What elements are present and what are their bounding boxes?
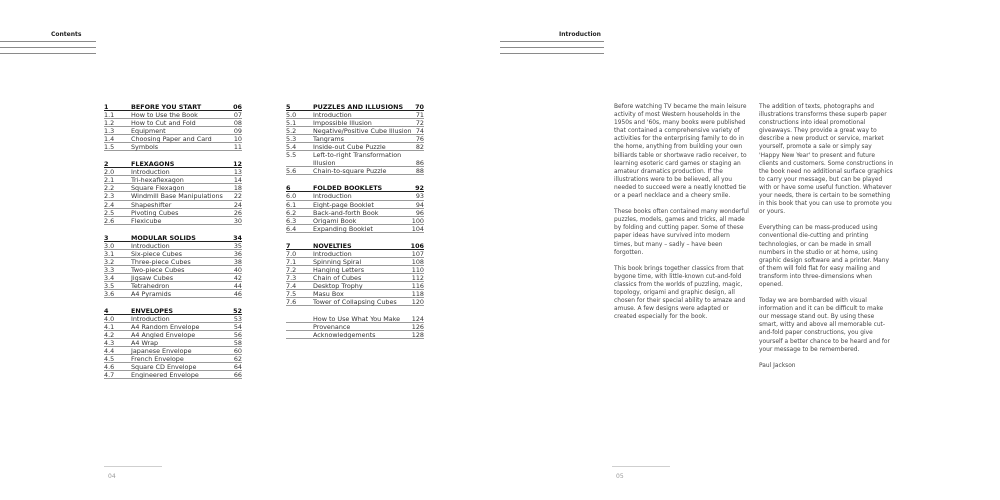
toc-entry[interactable]: [286, 127, 424, 135]
entry-page: 76: [415, 135, 424, 144]
entry-number: 4.3: [104, 339, 115, 348]
entry-number: 2.1: [104, 176, 115, 185]
entry-page: 14: [233, 176, 242, 185]
toc-section-heading[interactable]: [104, 234, 242, 242]
entry-title: Choosing Paper and Card: [131, 135, 212, 144]
entry-title: Tangrams: [313, 135, 344, 144]
section-number: 7: [286, 241, 291, 250]
entry-page: 26: [233, 208, 242, 217]
entry-number: 1.4: [104, 135, 115, 144]
section-page: 52: [233, 307, 242, 316]
entry-title: Jigsaw Cubes: [131, 273, 174, 282]
entry-title: Origami Book: [313, 216, 357, 225]
entry-title: French Envelope: [131, 355, 184, 364]
entry-page: 38: [233, 257, 242, 266]
toc-entry[interactable]: [286, 323, 424, 331]
entry-number: 2.4: [104, 200, 115, 209]
entry-page: 60: [233, 347, 242, 356]
toc-entry[interactable]: [104, 184, 242, 192]
toc-entry[interactable]: [286, 167, 424, 175]
intro-paragraph: Before watching TV became the main leisure activity of most Western households in the 1950s and '60s, many books were published that contained a comprehensive variety of activities for the enterprising family to do in the home, anything from building your own billiards table or shortwave radio receiver, to learning esoteric card games or staging an amateur dramatics production. If the illustrations were to be believed, all you needed to succeed were a neatly knotted tie or a pearl necklace and a cheery smile.: [614, 104, 747, 200]
entry-title: Negative/Positive Cube Illusion: [313, 127, 412, 136]
section-number: 2: [104, 160, 109, 169]
entry-page: 120: [411, 298, 424, 307]
toc-entry[interactable]: [104, 274, 242, 282]
entry-page: 42: [233, 273, 242, 282]
toc-section: [104, 160, 242, 224]
entry-title: Impossible Illusion: [313, 119, 372, 128]
entry-page: 36: [233, 249, 242, 258]
entry-number: 1.5: [104, 143, 115, 152]
entry-page: 30: [233, 216, 242, 225]
entry-page: 74: [415, 127, 424, 136]
section-page: 106: [410, 241, 424, 250]
entry-page: 56: [233, 331, 242, 340]
section-page: 12: [233, 160, 242, 169]
entry-title: How to Use the Book: [131, 111, 198, 120]
page-number: 04: [108, 473, 116, 480]
toc-entry[interactable]: [104, 331, 242, 339]
entry-page: 09: [233, 127, 242, 136]
toc-section-heading[interactable]: [104, 160, 242, 168]
toc-entry[interactable]: [286, 192, 424, 200]
entry-number: 3.0: [104, 241, 115, 250]
entry-number: 3.2: [104, 257, 115, 266]
entry-title: Illusion: [313, 159, 336, 168]
entry-number: 5.1: [286, 119, 297, 128]
toc-section-heading[interactable]: [286, 103, 424, 111]
entry-page: 40: [233, 265, 242, 274]
toc-section-heading[interactable]: [104, 307, 242, 315]
toc-entry[interactable]: [104, 339, 242, 347]
toc-entry[interactable]: [104, 127, 242, 135]
right-page: [500, 0, 1000, 500]
entry-page: 07: [233, 111, 242, 120]
toc-back-matter: [286, 315, 424, 339]
entry-title: Tetrahedron: [131, 281, 170, 290]
toc-entry[interactable]: [104, 192, 242, 200]
entry-number: 5.5: [286, 151, 297, 160]
entry-page: 35: [233, 241, 242, 250]
header-rule: [500, 41, 604, 42]
entry-page: 44: [233, 281, 242, 290]
entry-title: Expanding Booklet: [313, 224, 373, 233]
toc-entry[interactable]: [104, 250, 242, 258]
entry-page: 13: [233, 168, 242, 177]
toc-section: [286, 242, 424, 306]
toc-column-right: [286, 103, 424, 348]
entry-title: Back-and-forth Book: [313, 208, 379, 217]
entry-page: 62: [233, 355, 242, 364]
entry-page: 72: [415, 119, 424, 128]
section-title: BEFORE YOU START: [131, 103, 202, 111]
entry-title: Acknowledgements: [313, 331, 376, 340]
toc-entry[interactable]: [104, 266, 242, 274]
section-number: 4: [104, 307, 109, 316]
section-number: 5: [286, 103, 291, 111]
toc-entry[interactable]: [286, 331, 424, 339]
entry-title: Equipment: [131, 127, 166, 136]
entry-number: 6.0: [286, 192, 297, 201]
entry-page: 126: [411, 323, 424, 332]
toc-entry[interactable]: [286, 225, 424, 233]
entry-title: Pivoting Cubes: [131, 208, 179, 217]
entry-page: 08: [233, 119, 242, 128]
section-title: FOLDED BOOKLETS: [313, 184, 383, 193]
entry-title: Windmill Base Manipulations: [131, 192, 223, 201]
entry-title: Provenance: [313, 323, 351, 332]
intro-column-2: [759, 103, 894, 378]
entry-number: 2.2: [104, 184, 115, 193]
toc-entry[interactable]: [286, 111, 424, 119]
toc-entry[interactable]: [286, 315, 424, 323]
entry-number: 4.2: [104, 331, 115, 340]
toc-entry[interactable]: [286, 250, 424, 258]
entry-title: Square Flexagon: [131, 184, 185, 193]
toc-entry[interactable]: [286, 282, 424, 290]
entry-title: A4 Random Envelope: [131, 323, 200, 332]
section-number: 1: [104, 103, 109, 111]
entry-page: 124: [411, 315, 424, 324]
toc-entry[interactable]: [104, 282, 242, 290]
toc-entry[interactable]: [286, 151, 424, 159]
section-title: FLEXAGONS: [131, 160, 175, 169]
entry-title: Square CD Envelope: [131, 363, 197, 372]
header-rule: [0, 41, 96, 42]
toc-entry[interactable]: [286, 201, 424, 209]
entry-number: 5.3: [286, 135, 297, 144]
toc-entry[interactable]: [104, 258, 242, 266]
toc-entry[interactable]: [286, 119, 424, 127]
entry-page: 118: [411, 289, 424, 298]
entry-page: 110: [411, 265, 424, 274]
entry-page: 58: [233, 339, 242, 348]
entry-number: 4.5: [104, 355, 115, 364]
entry-number: 4.6: [104, 363, 115, 372]
header-rule: [0, 47, 96, 48]
entry-number: 2.3: [104, 192, 115, 201]
entry-title: Tower of Collapsing Cubes: [313, 298, 397, 307]
entry-number: 2.0: [104, 168, 115, 177]
entry-number: 2.6: [104, 216, 115, 225]
entry-number: 1.3: [104, 127, 115, 136]
toc-entry[interactable]: [104, 168, 242, 176]
toc-entry[interactable]: [286, 159, 424, 167]
entry-number: 7.2: [286, 265, 297, 274]
toc-entry[interactable]: [104, 201, 242, 209]
toc-section-heading[interactable]: [286, 184, 424, 192]
entry-number: 7.5: [286, 289, 297, 298]
section-title: NOVELTIES: [313, 241, 352, 250]
entry-page: 108: [411, 257, 424, 266]
toc-entry[interactable]: [104, 363, 242, 371]
entry-page: 64: [233, 363, 242, 372]
entry-title: Introduction: [131, 168, 170, 177]
entry-title: Desktop Trophy: [313, 281, 363, 290]
section-number: 3: [104, 233, 109, 242]
entry-title: Tri-hexaflexagon: [131, 176, 184, 185]
section-title: MODULAR SOLIDS: [131, 233, 196, 242]
entry-page: 107: [411, 249, 424, 258]
entry-page: 82: [415, 143, 424, 152]
entry-title: How to Cut and Fold: [131, 119, 196, 128]
entry-number: 4.4: [104, 347, 115, 356]
entry-page: 46: [233, 289, 242, 298]
intro-paragraph: This book brings together classics from that bygone time, with little-known cut-and-fold classics from the worlds of puzzling, magic, topology, origami and graphic design, all chosen for their special ability to amaze and amuse. A few designs were adapted or created especially for the book.: [614, 265, 746, 321]
entry-title: Japanese Envelope: [131, 347, 192, 356]
toc-entry[interactable]: [286, 290, 424, 298]
entry-number: 5.0: [286, 111, 297, 120]
entry-page: 116: [411, 281, 424, 290]
entry-number: 7.6: [286, 298, 297, 307]
author-signature: Paul Jackson: [759, 362, 796, 369]
entry-number: 7.4: [286, 281, 297, 290]
intro-paragraph: Everything can be mass-produced using conventional die-cutting and printing technologies, or can be made in small numbers in the studio or at home, using graphic design software and a printer. Many of them will fold flat for easy mailing and transform into three-dimensions when opened.: [759, 225, 890, 288]
entry-number: 4.1: [104, 323, 115, 332]
entry-title: Eight-page Booklet: [313, 200, 374, 209]
entry-page: 22: [233, 192, 242, 201]
toc-entry[interactable]: [104, 323, 242, 331]
entry-page: 93: [415, 192, 424, 201]
entry-page: 94: [415, 200, 424, 209]
toc-section: [286, 103, 424, 175]
toc-section: [286, 184, 424, 232]
header-rule: [0, 53, 96, 54]
toc-entry[interactable]: [104, 242, 242, 250]
toc-entry[interactable]: [286, 135, 424, 143]
entry-number: 3.5: [104, 281, 115, 290]
toc-section: [104, 103, 242, 151]
toc-section-heading[interactable]: [104, 103, 242, 111]
entry-page: 128: [411, 331, 424, 340]
entry-title: Chain of Cubes: [313, 273, 362, 282]
entry-title: Introduction: [131, 315, 170, 324]
intro-paragraph: These books often contained many wonderful puzzles, models, games and tricks, all made by folding and cutting paper. Some of these paper ideas have survived into modern times, but many – sadly – have been forgotten.: [614, 209, 749, 256]
toc-entry[interactable]: [104, 290, 242, 298]
entry-number: 7.3: [286, 273, 297, 282]
entry-page: 88: [415, 167, 424, 176]
entry-title: Hanging Letters: [313, 265, 365, 274]
toc-entry[interactable]: [104, 111, 242, 119]
entry-page: 53: [233, 315, 242, 324]
entry-title: Flexicube: [131, 216, 162, 225]
toc-entry[interactable]: [286, 266, 424, 274]
entry-number: 6.3: [286, 216, 297, 225]
section-number: 6: [286, 184, 291, 193]
entry-page: 66: [233, 371, 242, 380]
entry-title: A4 Pyramids: [131, 289, 172, 298]
toc-entry[interactable]: [286, 258, 424, 266]
entry-page: 18: [233, 184, 242, 193]
toc-entry[interactable]: [104, 143, 242, 151]
page-header-contents: Contents: [51, 31, 82, 38]
entry-number: 7.1: [286, 257, 297, 266]
entry-title: Six-piece Cubes: [131, 249, 182, 258]
entry-title: Three-piece Cubes: [131, 257, 191, 266]
entry-page: 24: [233, 200, 242, 209]
toc-entry[interactable]: [104, 315, 242, 323]
toc-entry[interactable]: [286, 298, 424, 306]
entry-title: Two-piece Cubes: [131, 265, 185, 274]
section-page: 70: [415, 103, 424, 111]
entry-title: Inside-out Cube Puzzle: [313, 143, 386, 152]
entry-number: 5.4: [286, 143, 297, 152]
toc-entry[interactable]: [104, 371, 242, 379]
entry-title: Introduction: [313, 111, 352, 120]
entry-number: 4.0: [104, 315, 115, 324]
section-page: 34: [233, 233, 242, 242]
intro-paragraph: Today we are bombarded with visual information and it can be difficult to make our message stand out. By using these smart, witty and above all memorable cut-and-fold paper constructions, you give yourself a better chance to be heard and for your message to be remembered.: [759, 298, 890, 353]
toc-entry[interactable]: [286, 143, 424, 151]
entry-page: 71: [415, 111, 424, 120]
entry-page: 54: [233, 323, 242, 332]
entry-number: 3.6: [104, 289, 115, 298]
section-page: 06: [233, 103, 242, 111]
toc-section: [104, 307, 242, 379]
folio-rule: [612, 466, 670, 467]
entry-title: A4 Wrap: [131, 339, 159, 348]
toc-entry[interactable]: [104, 355, 242, 363]
entry-title: Masu Box: [313, 289, 344, 298]
entry-page: 100: [411, 216, 424, 225]
entry-number: 6.1: [286, 200, 297, 209]
entry-title: Symbols: [131, 143, 159, 152]
entry-title: Chain-to-square Puzzle: [313, 167, 387, 176]
section-page: 92: [415, 184, 424, 193]
toc-entry[interactable]: [104, 217, 242, 225]
header-rule: [500, 47, 604, 48]
intro-paragraph: The addition of texts, photographs and illustrations transforms these superb paper constructions into ideal promotional giveaways. They provide a great way to describe a new product or service, market yourself, promote a sale or simply say 'Happy New Year' to present and future clients and customers. Some constructions in the book need no additional surface graphics to carry your message, but can be played with or have some useful function. Whatever your needs, there is certain to be something in this book that you can use to promote you or yours.: [759, 104, 894, 216]
entry-page: 86: [415, 159, 424, 168]
header-rule: [500, 53, 604, 54]
entry-number: 3.3: [104, 265, 115, 274]
entry-number: 7.0: [286, 249, 297, 258]
toc-entry[interactable]: [286, 217, 424, 225]
toc-entry[interactable]: [286, 274, 424, 282]
entry-number: 1.2: [104, 119, 115, 128]
toc-entry[interactable]: [104, 135, 242, 143]
toc-column-left: [104, 103, 242, 388]
entry-title: Left-to-right Transformation: [313, 151, 402, 160]
section-title: ENVELOPES: [131, 307, 173, 316]
entry-title: How to Use What You Make: [313, 315, 401, 324]
entry-title: A4 Angled Envelope: [131, 331, 196, 340]
toc-section-heading[interactable]: [286, 242, 424, 250]
entry-number: 3.4: [104, 273, 115, 282]
entry-number: 4.7: [104, 371, 115, 380]
entry-title: Spinning Spiral: [313, 257, 362, 266]
entry-number: 5.2: [286, 127, 297, 136]
entry-number: 2.5: [104, 208, 115, 217]
toc-entry[interactable]: [286, 209, 424, 217]
entry-number: 6.4: [286, 224, 297, 233]
entry-title: Engineered Envelope: [131, 371, 199, 380]
entry-page: 96: [415, 208, 424, 217]
entry-number: 6.2: [286, 208, 297, 217]
entry-title: Shapeshifter: [131, 200, 172, 209]
toc-section: [104, 234, 242, 298]
entry-title: Introduction: [313, 249, 352, 258]
entry-page: 11: [233, 143, 242, 152]
toc-entry[interactable]: [104, 119, 242, 127]
entry-number: 5.6: [286, 167, 297, 176]
entry-page: 10: [233, 135, 242, 144]
folio-rule: [104, 466, 162, 467]
entry-page: 112: [411, 273, 424, 282]
entry-title: Introduction: [131, 241, 170, 250]
page-header-introduction: Introduction: [559, 31, 601, 38]
page-number: 05: [616, 473, 624, 480]
toc-entry[interactable]: [104, 209, 242, 217]
section-title: PUZZLES AND ILLUSIONS: [313, 103, 404, 111]
entry-page: 104: [411, 224, 424, 233]
entry-number: 3.1: [104, 249, 115, 258]
toc-entry[interactable]: [104, 176, 242, 184]
entry-title: Introduction: [313, 192, 352, 201]
intro-column-1: [614, 103, 749, 329]
toc-entry[interactable]: [104, 347, 242, 355]
entry-number: 1.1: [104, 111, 115, 120]
